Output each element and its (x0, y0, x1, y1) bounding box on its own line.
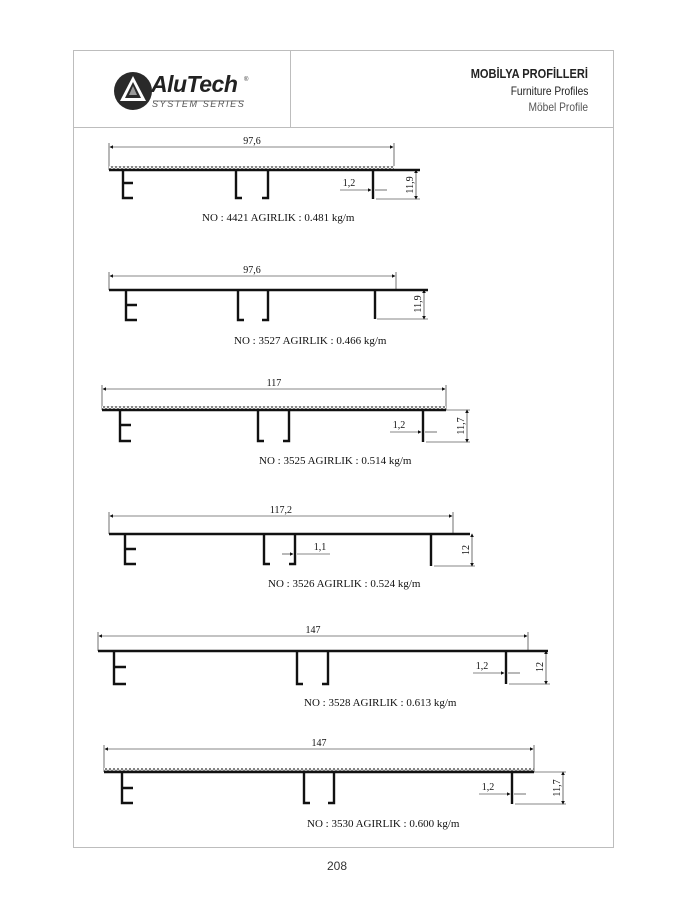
profile-4421-height-label: 11,9 (405, 176, 416, 194)
page-number: 208 (326, 859, 348, 873)
brand-name: AluTech (151, 71, 238, 97)
profile-3530-drawing (104, 745, 566, 804)
profile-3526-height-label: 12 (461, 545, 472, 555)
profile-3525-height-label: 11,7 (456, 417, 467, 435)
profile-4421-caption: NO : 4421 AGIRLIK : 0.481 kg/m (202, 212, 355, 224)
profile-3528-drawing (98, 632, 550, 684)
profile-3527-drawing (109, 272, 428, 320)
profile-3528-caption: NO : 3528 AGIRLIK : 0.613 kg/m (304, 697, 457, 709)
profile-3527-caption: NO : 3527 AGIRLIK : 0.466 kg/m (234, 335, 387, 347)
page-title: MOBİLYA PROFİLLERİ (470, 66, 588, 81)
profile-4421-drawing (109, 143, 420, 199)
profile-3526-width-label: 117,2 (269, 505, 293, 516)
profile-3527-height-label: 11,9 (413, 295, 424, 313)
profile-3525-caption: NO : 3525 AGIRLIK : 0.514 kg/m (259, 455, 412, 467)
profile-3530-width-label: 147 (311, 738, 327, 749)
profile-3526-caption: NO : 3526 AGIRLIK : 0.524 kg/m (268, 578, 421, 590)
profile-3530-caption: NO : 3530 AGIRLIK : 0.600 kg/m (307, 818, 460, 830)
brand-registered-mark: ® (244, 77, 249, 83)
profile-3527-width-label: 97,6 (243, 265, 261, 276)
profile-4421-thickness-label: 1,2 (342, 178, 356, 189)
subtitle-german: Möbel Profile (528, 100, 588, 114)
profile-3528-height-label: 12 (535, 662, 546, 672)
profile-3528-width-label: 147 (305, 625, 321, 636)
subtitle-english: Furniture Profiles (510, 84, 588, 98)
profile-3525-drawing (102, 385, 470, 442)
profile-3526-drawing (109, 512, 475, 566)
profile-3528-thickness-label: 1,2 (475, 661, 489, 672)
profile-3530-thickness-label: 1,2 (481, 782, 495, 793)
brand-tagline: SYSTEM SERIES (152, 99, 246, 109)
profile-3530-height-label: 11,7 (552, 779, 563, 797)
profile-3525-width-label: 117 (266, 378, 282, 389)
profile-3525-thickness-label: 1,2 (392, 420, 406, 431)
profile-4421-width-label: 97,6 (243, 136, 261, 147)
profile-3526-thickness-label: 1,1 (313, 542, 327, 553)
